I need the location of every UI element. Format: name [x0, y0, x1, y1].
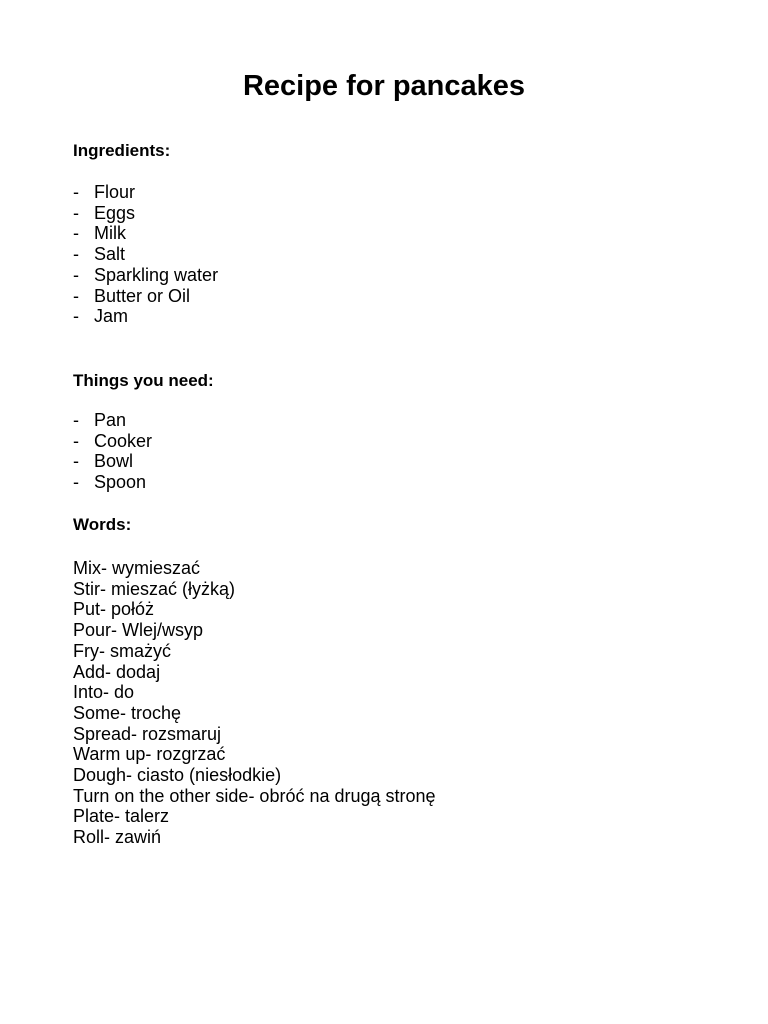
list-item: Turn on the other side- obróć na drugą stronę — [73, 785, 436, 806]
list-item: Roll- zawiń — [73, 827, 162, 848]
words-list — [73, 558, 436, 848]
thing-label: Cooker — [94, 430, 153, 451]
bullet-dash: - — [73, 430, 79, 451]
list-item — [73, 203, 218, 224]
ingredient-label: Flour — [94, 182, 136, 202]
bullet-dash: - — [73, 451, 79, 472]
bullet-dash: - — [73, 264, 79, 285]
list-item — [73, 451, 152, 472]
ingredient-label: Salt — [94, 244, 126, 265]
list-item: Dough- ciasto (niesłodkie) — [73, 765, 282, 786]
ingredients-heading: Ingredients: — [73, 141, 171, 160]
page-title: Recipe for pancakes — [242, 70, 526, 102]
thing-label: Spoon — [94, 472, 147, 493]
list-item — [73, 286, 218, 307]
list-item: Add- dodaj — [73, 661, 161, 682]
ingredient-label: Jam — [94, 306, 129, 327]
thing-label: Pan — [94, 410, 127, 430]
list-item: Spread- rozsmaruj — [73, 723, 222, 744]
bullet-dash: - — [73, 306, 79, 327]
bullet-dash: - — [73, 244, 79, 265]
things-list — [73, 410, 152, 493]
bullet-dash: - — [73, 472, 79, 493]
ingredient-label: Eggs — [94, 202, 136, 223]
list-item — [73, 472, 152, 493]
list-item: Fry- smażyć — [73, 640, 171, 661]
list-item: Into- do — [73, 682, 135, 703]
list-item — [73, 223, 218, 244]
things-heading: Things you need: — [73, 371, 214, 390]
bullet-dash: - — [73, 223, 79, 244]
bullet-dash: - — [73, 202, 79, 223]
list-item: Some- trochę — [73, 702, 182, 723]
bullet-dash: - — [73, 182, 79, 202]
list-item — [73, 244, 218, 265]
ingredient-label: Sparkling water — [94, 264, 219, 285]
list-item — [73, 431, 152, 452]
list-item: Plate- talerz — [73, 806, 170, 827]
words-heading: Words: — [73, 515, 132, 534]
list-item: Warm up- rozgrzać — [73, 744, 226, 765]
ingredient-label: Milk — [94, 223, 126, 244]
bullet-dash: - — [73, 285, 79, 306]
list-item: Put- połóż — [73, 599, 155, 620]
list-item — [73, 182, 218, 203]
list-item — [73, 410, 152, 431]
thing-label: Bowl — [94, 451, 134, 472]
list-item — [73, 306, 218, 327]
bullet-dash: - — [73, 410, 79, 430]
list-item: Stir- mieszać (łyżką) — [73, 578, 236, 599]
ingredient-label: Butter or Oil — [94, 285, 191, 306]
list-item: Mix- wymieszać — [73, 558, 201, 578]
list-item: Pour- Wlej/wsyp — [73, 620, 204, 641]
list-item — [73, 265, 218, 286]
ingredients-list — [73, 182, 218, 327]
